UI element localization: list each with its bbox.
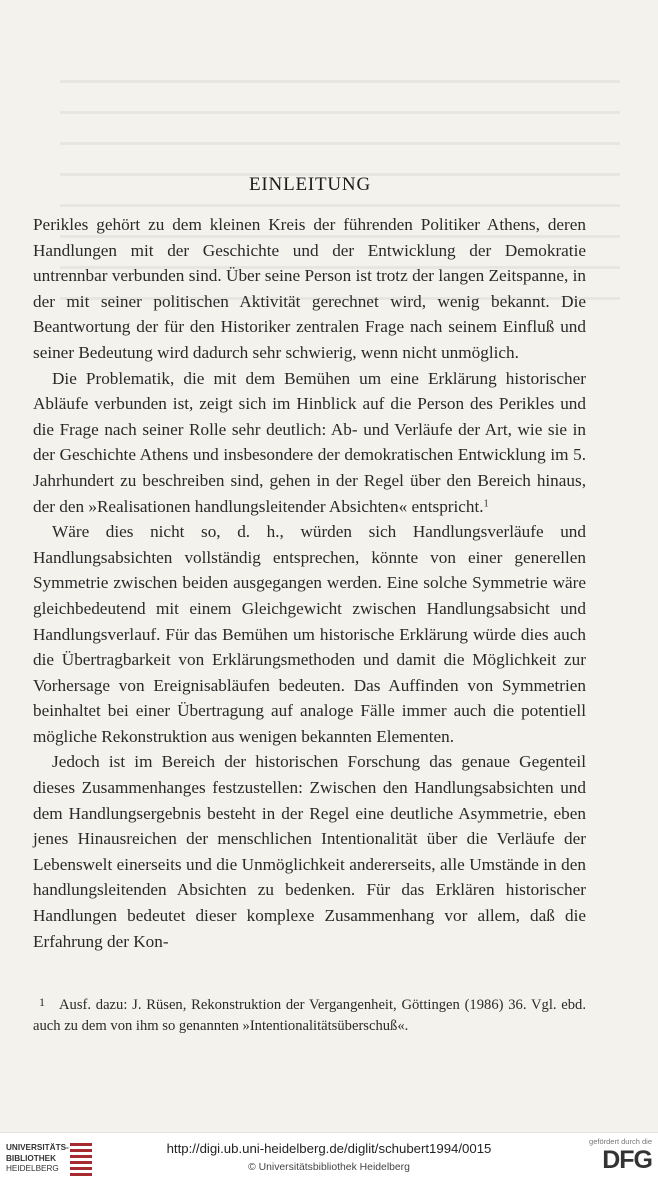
library-name-line-1: UNIVERSITÄTS-	[6, 1143, 69, 1152]
viewer-footer	[0, 1132, 658, 1182]
dfg-funding-logo[interactable]	[572, 1137, 652, 1174]
chapter-title: EINLEITUNG	[249, 174, 371, 195]
footnote	[33, 992, 586, 1037]
copyright-notice: © Universitätsbibliothek Heidelberg	[248, 1162, 410, 1173]
paragraph-4: Jedoch ist im Bereich der historischen Forschung das genaue Gegenteil dieses Zusammenhanges festzustellen: Zwischen den Handlungsabsichten und dem Handlungsergebnis besteht in der Regel eine deutliche Asymmetrie, eben jenes Hinausreichen der menschlichen Intentionalität über die Verläufe der Lebenswelt einerseits und die Unmöglichkeit andererseits, alle Umstände in den handlungsleitenden Absichten zu bedenken. Für das Erklären historischer Handlungen bedeutet dieser komplexe Zusammenhang vor allem, daß die Erfahrung der Kon-	[33, 752, 586, 951]
library-name-line-3: HEIDELBERG	[6, 1164, 59, 1173]
footnote-text: Ausf. dazu: J. Rüsen, Rekonstruktion der Vergangenheit, Göttingen (1986) 36. Vgl. ebd. auch zu dem von ihm so genannten »Intentionalitätsüberschuß«.	[33, 997, 586, 1034]
permalink-url[interactable]: http://digi.ub.uni-heidelberg.de/diglit/schubert1994/0015	[166, 1141, 492, 1156]
library-name-line-2: BIBLIOTHEK	[6, 1153, 57, 1163]
paragraph-1: Perikles gehört zu dem kleinen Kreis der führenden Politiker Athens, deren Handlungen mit der Geschichte und der Entwicklung der Demokratie untrennbar verbunden sind. Über seine Person ist trotz der langen Zeitspanne, in der mit seiner politischen Aktivität gerechnet wird, wenig bekannt. Die Beantwortung der für den Historiker zentralen Frage nach seinem Einfluß und seiner Bedeutung wird dadurch sehr schwierig, wenn nicht unmöglich.	[33, 215, 586, 362]
footnote-reference[interactable]: 1	[483, 498, 489, 510]
paragraph-2-text: Die Problematik, die mit dem Bemühen um eine Erklärung historischer Abläufe verbunden ist, zeigt sich im Hinblick auf die Person des Perikles und die Frage nach seiner Rolle sehr deutlich: Ab- und Verläufe der Art, wie sie in der Geschichte Athens und insbesondere der demokratischen Entwicklung im 5. Jahrhundert zu beschreiben sind, gehen in der Regel über den Bereich hinaus, der den »Realisationen handlungsleitender Absichten« entspricht.	[33, 368, 586, 516]
paragraph-2	[33, 366, 586, 520]
paragraph-3: Wäre dies nicht so, d. h., würden sich Handlungsverläufe und Handlungsabsichten vollständig entsprechen, könnte von einer generellen Symmetrie zwischen beiden ausgegangen werden. Eine solche Symmetrie wäre gleichbedeutend mit einem Gleichgewicht zwischen Handlungsabsicht und Handlungsverlauf. Für das Bemühen um historische Erklärung würde dies auch die Übertragbarkeit von Erklärungsmethoden und damit die Möglichkeit zur Vorhersage von Ereignisabläufen bedeuten. Das Auffinden von Symmetrien beinhaltet bei einer Übertragung auf analoge Fälle immer auch die potentiell mögliche Rekonstruktion aus wenigen bekannten Elementen.	[33, 522, 586, 746]
funder-note: gefördert durch die	[589, 1137, 652, 1146]
body-text	[33, 212, 586, 954]
footnote-number: 1	[39, 995, 45, 1009]
dfg-logo-icon: DFG	[602, 1146, 652, 1174]
